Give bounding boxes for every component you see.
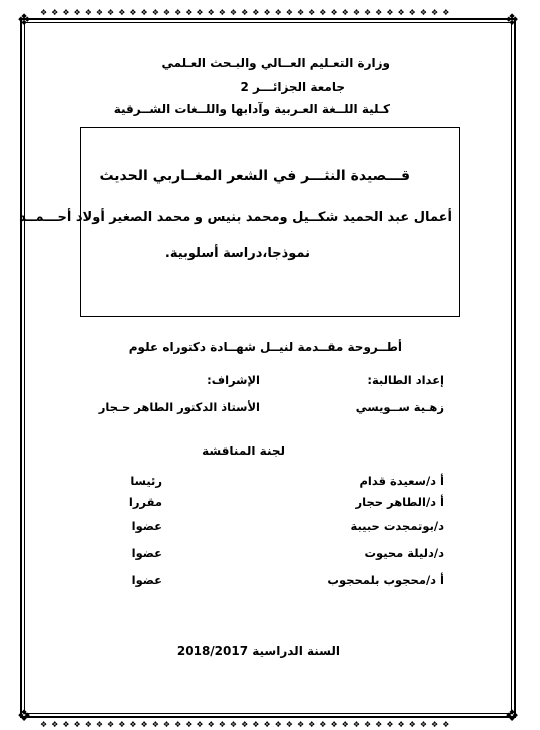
faculty-name: كـلية اللــغة العـربية وآدابها واللــغات الشــرقية [113,102,390,116]
ministry-name: وزارة التعـليم العــالي والبـحث العـلمي [161,56,390,70]
border-ornament-bottom: ❖❖❖❖❖❖❖❖❖❖❖❖❖❖❖❖❖❖❖❖❖❖❖❖❖❖❖❖❖❖❖❖❖❖❖❖❖ [40,720,454,729]
thesis-subtitle-continued: نموذجا،دراسة أسلوبية. [164,246,310,261]
prepared-by-label: إعداد الطالبة: [367,373,444,387]
corner-ornament-icon: ❖ [504,10,520,29]
committee-member-name: أ د/الطاهر حجار [355,495,444,509]
student-name: زهـية ســويسي [355,400,444,414]
committee-member-role: رئيسا [130,474,162,488]
corner-ornament-icon: ❖ [504,706,520,725]
degree-statement: أطــروحة مقــدمة لنيــل شهــادة دكتوراه علوم [128,340,402,354]
academic-year: السنة الدراسية 2018/2017 [176,644,340,658]
committee-member-name: أ د/محجوب بلمحجوب [327,573,444,587]
committee-member-name: د/بوتمجدت حبيبة [350,519,444,533]
committee-member-role: مقررا [128,495,162,509]
supervisor-name: الأستاذ الدكتور الطاهر حـجار [98,400,260,414]
committee-member-role: عضوا [131,546,162,560]
university-name: جامعة الجزائـــر 2 [240,80,345,94]
thesis-subtitle: أعمال عبد الحميد شكــيل ومحمد بنيس و محمد الصغير أولاد أحـــمــد [19,210,452,225]
border-ornament-top: ❖❖❖❖❖❖❖❖❖❖❖❖❖❖❖❖❖❖❖❖❖❖❖❖❖❖❖❖❖❖❖❖❖❖❖❖❖ [40,8,454,17]
supervision-label: الإشراف: [207,373,260,387]
page-border-inner [24,22,512,714]
committee-member-role: عضوا [131,573,162,587]
corner-ornament-icon: ❖ [16,10,32,29]
committee-member-role: عضوا [131,519,162,533]
committee-member-name: أ د/سعيدة قدام [359,474,444,488]
corner-ornament-icon: ❖ [16,706,32,725]
thesis-title: قـــصيدة النثـــر في الشعر المغــاربي الحديث [99,168,410,184]
committee-title: لجنة المناقشة [202,444,285,458]
committee-member-name: د/دليلة محيوت [364,546,444,560]
